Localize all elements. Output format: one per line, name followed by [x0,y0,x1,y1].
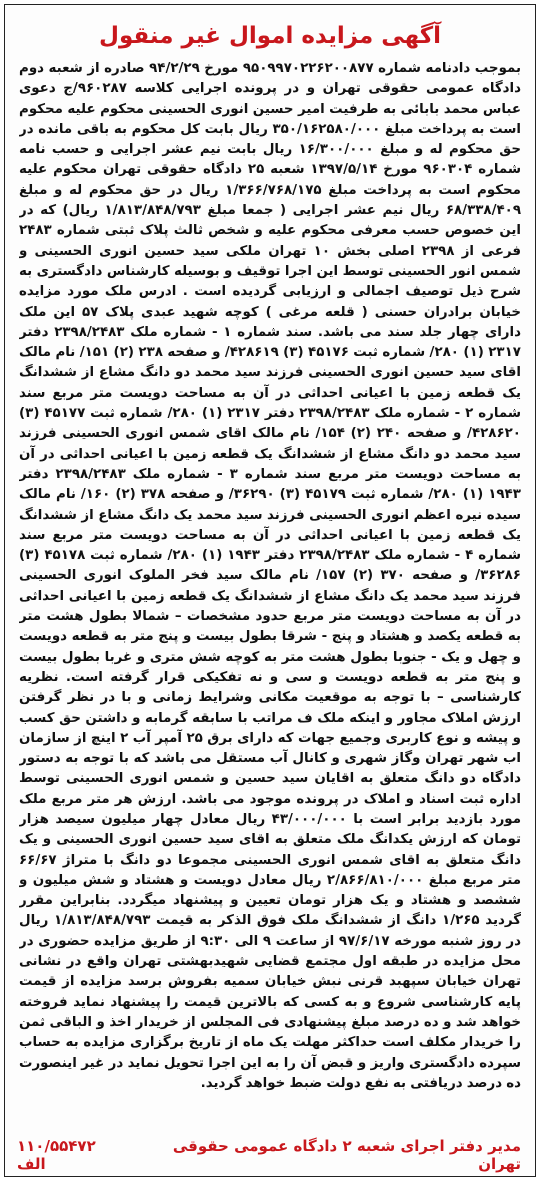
notice-title: آگهی مزایده اموال غیر منقول [98,23,442,49]
reference-code: ۱۱۰/۵۵۴۷۲ الف [17,1137,96,1173]
notice-body: بموجب دادنامه شماره ۹۵۰۹۹۷۰۲۲۶۲۰۰۸۷۷ مورخ ۹۴/۲/۲۹ صادره از شعبه دوم دادگاه عمومی حقوقی تهران و در پرونده اجرایی کلاسه ۹۶۰۲۸۷/ج دعوی عباس محمد بابائی به طرفیت امیر حسین انوری الحسینی محکوم علیه محکوم است به پرداخت مبلغ ۳۵۰/۱۶۲۵۸۰/۰۰۰ ریال بابت کل محکوم به باقی مانده در حق محکوم له و مبلغ ۱۶/۳۰۰/۰۰۰ ریال بابت نیم عشر اجرایی و حسب نامه شماره ۹۶۰۳۰۴ مورخ ۱۳۹۷/۵/۱۴ شعبه ۲۵ دادگاه حقوقی تهران محکوم علیه محکوم است به پرداخت مبلغ ۱/۳۶۶/۷۶۸/۱۷۵ ریال در حق محکوم له و مبلغ ۶۸/۳۳۸/۴۰۹ ریال نیم عشر اجرایی ( جمعا مبلغ ۱/۸۱۳/۸۴۸/۷۹۳ ریال) که در این خصوص حسب معرفی محکوم علیه و شخص ثالث پلاک ثبتی شماره ۲۴۸۳ فرعی از ۲۳۹۸ اصلی بخش ۱۰ تهران ملکی سید حسین انوری الحسینی و شمس انور الحسینی توسط این اجرا توقیف و بوسیله کارشناس دادگستری به شرح ذیل توصیف اجمالی و ارزیابی گردیده است . ادرس ملک مورد مزایده خیابان برادران حسنی ( قلعه مرغی ) کوچه شهید عبدی پلاک ۵۷ این ملک دارای چهار جلد سند می باشد. سند شماره ۱ - شماره ملک ۲۳۹۸/۲۴۸۳ دفتر ۲۳۱۷ (۱) ۲۸۰/ شماره ثبت ۴۵۱۷۶ (۳) ۴۲۸۶۱۹/ و صفحه ۲۳۸ (۲) ۱۵۱/ نام مالک اقای سید حسین انوری الحسینی فرزند سید محمد دو دانگ مشاع از ششدانگ یک قطعه زمین با اعیانی احداثی در آن به مساحت دویست متر مربع سند شماره ۲ - شماره ملک ۲۳۹۸/۲۴۸۳ دفتر ۲۳۱۷ (۱) ۲۸۰/ شماره ثبت ۴۵۱۷۷ (۳) ۴۲۸۶۲۰/ و صفحه ۲۴۰ (۲) ۱۵۴/ نام مالک اقای شمس انوری الحسینی فرزند سید محمد دو دانگ مشاع از ششدانگ یک قطعه زمین با اعیانی احداثی در آن به مساحت دویست متر مربع سند شماره ۳ - شماره ملک ۲۳۹۸/۲۴۸۳ دفتر ۱۹۴۳ (۱) ۲۸۰/ شماره ثبت ۴۵۱۷۹ (۳) ۳۶۲۹۰/ و صفحه ۳۷۸ (۲) ۱۶۰/ نام مالک سیده نیره اعظم انوری الحسینی فرزند سید محمد یک دانگ مشاع از ششدانگ یک قطعه زمین با اعیانی احداثی در آن به مساحت دویست متر مربع سند شماره ۴ - شماره ملک ۲۳۹۸/۲۴۸۳ دفتر ۱۹۴۳ (۱) ۲۸۰/ شماره ثبت ۴۵۱۷۸ (۳) ۳۶۲۸۶/ و صفحه ۳۷۰ (۲) ۱۵۷/ نام مالک سید فخر الملوک انوری الحسینی فرزند سید محمد یک دانگ مشاع از ششدانگ یک قطعه زمین با اعیانی احداثی در آن به مساحت دویست متر مربع حدود مشخصات – شمالا بطول هشت متر به قطعه یکصد و هشتاد و پنج - شرقا بطول بیست و پنج متر به قطعه دویست و چهل و یک - جنوبا بطول هشت متر به کوچه شش متری و غربا بطول بیست و پنج متر به قطعه دویست و سی و نه تفکیکی قرار گرفته است. نظریه کارشناسی – با توجه به موقعیت مکانی وشرایط زمانی و با در نظر گرفتن ارزش املاک مجاور و اینکه ملک ف مراتب با سابقه گرمابه و داشتن حق کسب و پیشه و نوع کاربری وجمیع جهات که دارای برق ۲۵ آمپر آب ۲ اینچ از سازمان اب شهر تهران وگاز شهری و کانال آب مستقل می باشد که با توجه به دستور دادگاه دو دانگ متعلق به اقایان سید حسین و شمس انوری الحسینی توسط اداره ثبت اسناد و املاک در پرونده موجود می باشد. ارزش هر متر مربع ملک مورد بازدید برابر است با ۴۳/۰۰۰/۰۰۰ ریال معادل چهار میلیون سیصد هزار تومان که ارزش یکدانگ ملک متعلق به اقای سید حسین انوری الحسینی و یک دانگ متعلق به اقای شمس انوری الحسینی مجموعا دو دانگ با متراژ ۶۶/۶۷ متر مربع مبلغ ۲/۸۶۶/۸۱۰/۰۰۰ ریال معادل دویست و هشتاد و شش میلیون و ششصد و هشتاد و یک هزار تومان تعیین و پیشنهاد میگردد. بنابراین مقرر گردید ۱/۲۶۵ دانگ از ششدانگ ملک فوق الذکر به قیمت ۱/۸۱۳/۸۴۸/۷۹۳ ریال در روز شنبه مورخه ۹۷/۶/۱۷ از ساعت ۹ الی ۹:۳۰ از طریق مزایده حضوری در محل مزایده در طبقه اول مجتمع قضایی شهیدبهشتی تهران واقع در نشانی تهران خیابان سپهبد قرنی نبش خیابان سمیه بفروش برسد مزایده از قیمت پایه کارشناسی شروع و به کسی که بالاترین قیمت را پیشنهاد نماید فروخته خواهد شد و ده درصد مبلغ پیشنهادی فی المجلس از خریدار اخذ و الباقی ثمن را خریدار مکلف است حداکثر مهلت یک ماه از تاریخ برگزاری مزایده به حساب سپرده دادگستری واریز و قبض آن را به این اجرا تحویل نماید در غیر اینصورت ده درصد دریافتی به نفع دولت ضبط خواهد گردید. [19,61,521,1091]
notice-footer [17,1137,521,1173]
auction-notice [4,4,536,1177]
signature-line: مدیر دفتر اجرای شعبه ۲ دادگاه عمومی حقوقی تهران [172,1137,521,1173]
